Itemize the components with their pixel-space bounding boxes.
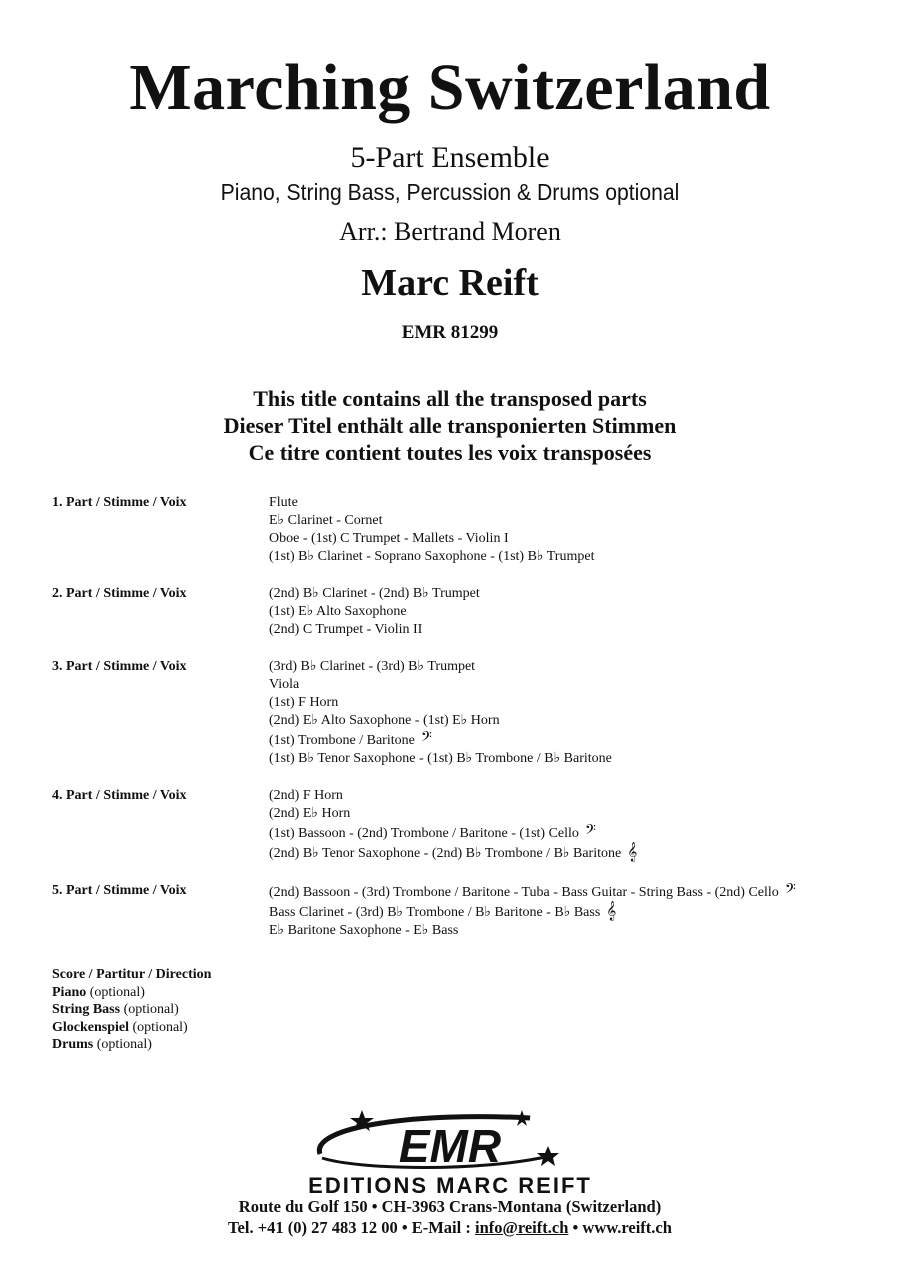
notice-french: Ce titre contient toutes les voix transposées [248,440,652,465]
instrument-text: (2nd) C Trumpet - Violin II [269,622,423,637]
clef-icon: 𝄞 [606,901,617,921]
extra-name: Score / Partitur / Direction [52,967,212,982]
extra-item [52,1036,211,1054]
instrument-line [269,922,796,940]
instrument-line [269,621,480,639]
part-row [52,658,872,768]
instrumentation-line: Piano, String Bass, Percussion & Drums optional [220,179,680,205]
instrument-text: (2nd) B♭ Tenor Saxophone - (2nd) B♭ Trombone / B♭ Baritone [269,846,622,861]
instrument-line [269,823,637,843]
extra-note: (optional) [123,1002,179,1017]
part-label: 5. Part / Stimme / Voix [52,883,187,898]
instrument-line [269,902,796,922]
publisher-name: EDITIONS MARC REIFT [308,1173,592,1198]
clef-icon: 𝄢 [420,729,432,749]
email-link[interactable]: info@reift.ch [474,1218,569,1237]
instrument-line [269,882,796,902]
instrument-text: (1st) Trombone / Baritone [269,733,415,748]
instrument-line [269,658,612,676]
instrument-text: (1st) B♭ Clarinet - Soprano Saxophone - (1st) B♭ Trumpet [269,549,595,564]
contact-web: • www.reift.ch [568,1218,672,1237]
instrument-line [269,730,612,750]
instrument-line [269,712,612,730]
instrument-text: Bass Clarinet - (3rd) B♭ Trombone / B♭ Baritone - B♭ Bass [269,905,601,920]
parts-list [52,494,872,959]
part-instrument-list [269,882,796,940]
part-label: 4. Part / Stimme / Voix [52,788,187,803]
part-instrument-list [269,494,594,566]
part-row [52,882,872,940]
arranger-credit: Arr.: Bertrand Moren [339,217,561,246]
extra-note: (optional) [132,1019,188,1035]
part-instrument-list [269,585,480,639]
instrument-text: (2nd) E♭ Horn [269,806,351,821]
notice-english: This title contains all the transposed parts [253,386,647,411]
publisher-address: Route du Golf 150 • CH-3963 Crans-Montana (Switzerland) [238,1197,662,1216]
contact-phone: Tel. +41 (0) 27 483 12 00 • E-Mail : [228,1218,475,1237]
extra-item [52,1001,211,1019]
part-label: 3. Part / Stimme / Voix [52,659,187,674]
catalog-number: EMR 81299 [401,322,499,343]
part-instrument-list [269,658,612,768]
instrument-line [269,805,637,823]
instrument-line [269,843,637,863]
instrument-text: Viola [269,677,300,692]
extra-item [52,966,211,984]
star-icon [537,1146,559,1166]
ensemble-subtitle: 5-Part Ensemble [350,141,550,174]
extra-name: Piano [52,984,87,1000]
instrument-text: (2nd) Bassoon - (3rd) Trombone / Baritone - Tuba - Bass Guitar - String Bass - (2nd) Cello [269,885,779,900]
publisher-contact [0,1218,900,1238]
extra-note: (optional) [96,1037,152,1052]
instrument-text: (1st) E♭ Alto Saxophone [269,604,407,619]
logo-text: EMR [398,1120,502,1172]
extra-name: Drums [52,1037,94,1052]
instrument-line [269,548,594,566]
extra-name: String Bass [52,1002,121,1017]
instrument-text: (2nd) B♭ Clarinet - (2nd) B♭ Trumpet [269,586,480,601]
instrument-text: (2nd) F Horn [269,788,343,803]
instrument-line [269,494,594,512]
instrument-line [269,694,612,712]
notice-german: Dieser Titel enthält alle transponierten Stimmen [223,413,677,438]
instrument-line [269,750,612,768]
part-label: 1. Part / Stimme / Voix [52,495,187,510]
page-title: Marching Switzerland [129,51,771,124]
instrument-text: (2nd) E♭ Alto Saxophone - (1st) E♭ Horn [269,713,500,728]
instrument-line [269,603,480,621]
clef-icon: 𝄢 [584,822,596,842]
part-instrument-list [269,787,637,863]
instrument-line [269,787,637,805]
instrument-line [269,676,612,694]
instrument-line [269,512,594,530]
emr-logo [300,1106,600,1178]
instrument-text: (3rd) B♭ Clarinet - (3rd) B♭ Trumpet [269,659,476,674]
extra-item [52,1019,211,1037]
extra-name: Glockenspiel [52,1019,130,1035]
instrument-text: (1st) F Horn [269,695,339,710]
part-row [52,585,872,639]
instrument-text: (1st) B♭ Tenor Saxophone - (1st) B♭ Trombone / B♭ Baritone [269,751,612,766]
part-label: 2. Part / Stimme / Voix [52,586,187,601]
part-row [52,494,872,566]
composer-name: Marc Reift [361,262,539,304]
extra-note: (optional) [89,984,145,1000]
instrument-line [269,530,594,548]
instrument-text: (1st) Bassoon - (2nd) Trombone / Baritone - (1st) Cello [269,826,579,841]
part-row [52,787,872,863]
instrument-text: Oboe - (1st) C Trumpet - Mallets - Violin I [269,531,509,546]
instrument-line [269,585,480,603]
extras-list [52,966,211,1054]
extra-item [52,984,211,1002]
clef-icon: 𝄞 [627,842,638,862]
instrument-text: E♭ Baritone Saxophone - E♭ Bass [269,923,459,938]
instrument-text: E♭ Clarinet - Cornet [269,513,383,528]
clef-icon: 𝄢 [784,881,796,901]
instrument-text: Flute [269,495,298,510]
